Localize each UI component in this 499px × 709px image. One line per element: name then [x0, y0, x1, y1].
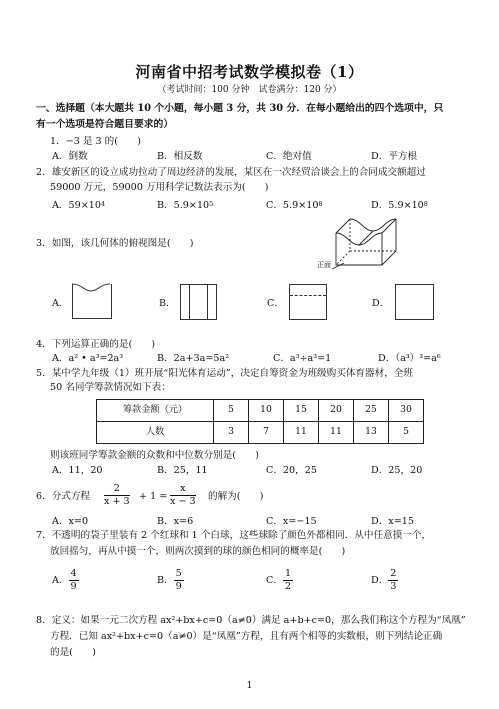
question-4-stem: 4．下列运算正确的是( ) [36, 339, 156, 350]
table-cell: 15 [284, 400, 319, 422]
table-row [97, 400, 424, 422]
option-c[interactable]: C．绝对值 [266, 151, 312, 162]
option-c[interactable]: C．$5.9\times 10^8$ [266, 200, 323, 211]
fraction-2: $\frac{x}{x - 3}$ [170, 483, 196, 507]
question-7-options [52, 559, 472, 592]
table-cell: 13 [354, 422, 389, 444]
question-1-stem: 1．−3 是 3 的( ) [50, 136, 141, 147]
curved-top-icon [72, 283, 110, 293]
option-b-figure [180, 284, 217, 320]
option-d[interactable]: D．（a³）³=a⁶ [378, 353, 441, 364]
question-2 [36, 167, 476, 195]
option-a[interactable]: A．11，20 [52, 465, 103, 476]
question-6-prefix: 6．分式方程 [36, 491, 91, 502]
table-cell: 25 [354, 400, 389, 422]
option-a[interactable]: A．倒数 [52, 151, 88, 162]
exam-info: （考试时间：100 分钟 试卷满分：120 分） [157, 85, 342, 95]
option-a[interactable]: A．x=0 [52, 516, 89, 527]
table-cell: 3 [214, 422, 249, 444]
table-cell: 5 [214, 400, 249, 422]
question-8-line2: 方程．已知 ax²+bx+c=0（a≠0）是“凤凰”方程，且有两个相等的实数根，则下列结论正确 [50, 631, 443, 642]
option-c-figure [289, 284, 327, 320]
question-6-suffix: 的解为( ) [208, 491, 264, 502]
table-cell: 7 [249, 422, 284, 444]
option-b[interactable]: B．x=6 [157, 516, 194, 527]
question-1-options [52, 151, 472, 165]
question-2-line1: 2．雄安新区的设立成功拉动了周边经济的发展，某区在一次经贸洽谈会上的合同成交额超过 [36, 167, 426, 178]
fraction-1: $\frac{2}{x + 3}$ [104, 483, 130, 507]
option-d[interactable]: D．平方根 [371, 151, 418, 162]
question-7 [36, 530, 476, 559]
option-d[interactable]: D．x=15 [371, 516, 414, 527]
table-cell: 11 [284, 422, 319, 444]
solid-figure [330, 207, 402, 273]
option-b[interactable]: B．25，11 [157, 465, 208, 476]
table-header-cell: 筹款金额（元） [97, 400, 214, 422]
question-2-line2: 59000 万元，59000 万用科学记数法表示为( ) [50, 181, 269, 193]
table-row [97, 422, 424, 444]
option-b[interactable]: B． [159, 298, 176, 309]
option-b[interactable]: B．$5.9\times 10^5$ [157, 200, 214, 211]
option-a[interactable]: A． [52, 298, 69, 309]
question-5 [36, 368, 476, 395]
front-label: 正面 [317, 261, 331, 269]
question-7-line1: 7．不透明的袋子里装有 2 个红球和 1 个白球，这些球除了颜色外都相同．从中任意摸一个， [36, 530, 432, 541]
question-6-operator: + 1 = [139, 491, 168, 502]
option-b[interactable]: B． $\frac{5}{9}$ [157, 568, 182, 592]
table-cell: 5 [389, 422, 424, 444]
table-cell: 10 [249, 400, 284, 422]
question-8-line3: 的是( ) [50, 647, 96, 658]
section-heading-line1: 一、选择题（本大题共 10 个小题，每小题 3 分，共 30 分．在每小题给出的四个选项中，只 [36, 103, 444, 114]
table-header-cell: 人数 [97, 422, 214, 444]
option-c[interactable]: C．x=−15 [266, 516, 317, 527]
table-cell: 20 [319, 400, 354, 422]
option-b[interactable]: B．2a+3a=5a² [157, 353, 230, 364]
question-8-line1: 8．定义：如果一元二次方程 ax²+bx+c=0（a≠0）满足 a+b+c=0，那么我们称这个方程为“凤凰” [36, 615, 466, 626]
table-cell: 11 [319, 422, 354, 444]
question-5-options [52, 465, 472, 479]
page-title: 河南省中招考试数学模拟卷（1） [135, 63, 364, 81]
option-b[interactable]: B．相反数 [157, 151, 203, 162]
option-a[interactable]: A．a² • a³=2a³ [52, 353, 124, 364]
fundraising-table [96, 399, 424, 444]
question-2-options [52, 200, 472, 214]
question-8 [36, 613, 476, 661]
question-6 [36, 483, 476, 513]
question-5-line3: 则该班同学筹款金额的众数和中位数分别是( ) [50, 450, 259, 461]
table-cell: 30 [389, 400, 424, 422]
question-7-line2: 放回摇匀，再从中摸一个，则两次摸到的球的颜色相同的概率是( ) [50, 545, 346, 557]
option-a[interactable]: A．$59\times 10^4$ [52, 200, 106, 211]
option-c[interactable]: C．a³÷a³=1 [273, 353, 332, 364]
section-heading [36, 101, 476, 133]
option-d[interactable]: D．25，20 [371, 465, 423, 476]
option-c[interactable]: C．20，25 [266, 465, 317, 476]
question-6-options [52, 516, 472, 530]
section-heading-line2: 有一个选项是符合题目要求的） [36, 119, 174, 130]
page-number: 1 [246, 681, 253, 691]
question-4 [36, 339, 476, 352]
option-d-figure [395, 284, 434, 320]
option-c[interactable]: C． [267, 298, 284, 309]
option-d[interactable]: D． $\frac{2}{3}$ [371, 568, 397, 592]
option-c[interactable]: C． $\frac{1}{2}$ [266, 568, 292, 592]
question-4-options [52, 353, 482, 367]
question-3 [36, 238, 476, 251]
question-5-line1: 5．某中学九年级（1）班开展“阳光体育运动”，决定自筹资金为班级购买体育器材，全班 [36, 368, 413, 379]
option-a[interactable]: A． $\frac{4}{9}$ [52, 568, 77, 592]
option-d[interactable]: D．$5.9\times 10^8$ [371, 200, 428, 211]
question-3-stem: 3．如图，该几何体的俯视图是( ) [36, 238, 194, 249]
question-5-line2: 50 名同学筹款情况如下表： [50, 381, 171, 393]
question-1 [36, 136, 476, 149]
option-d[interactable]: D． [372, 298, 390, 309]
option-a-figure [72, 284, 112, 319]
